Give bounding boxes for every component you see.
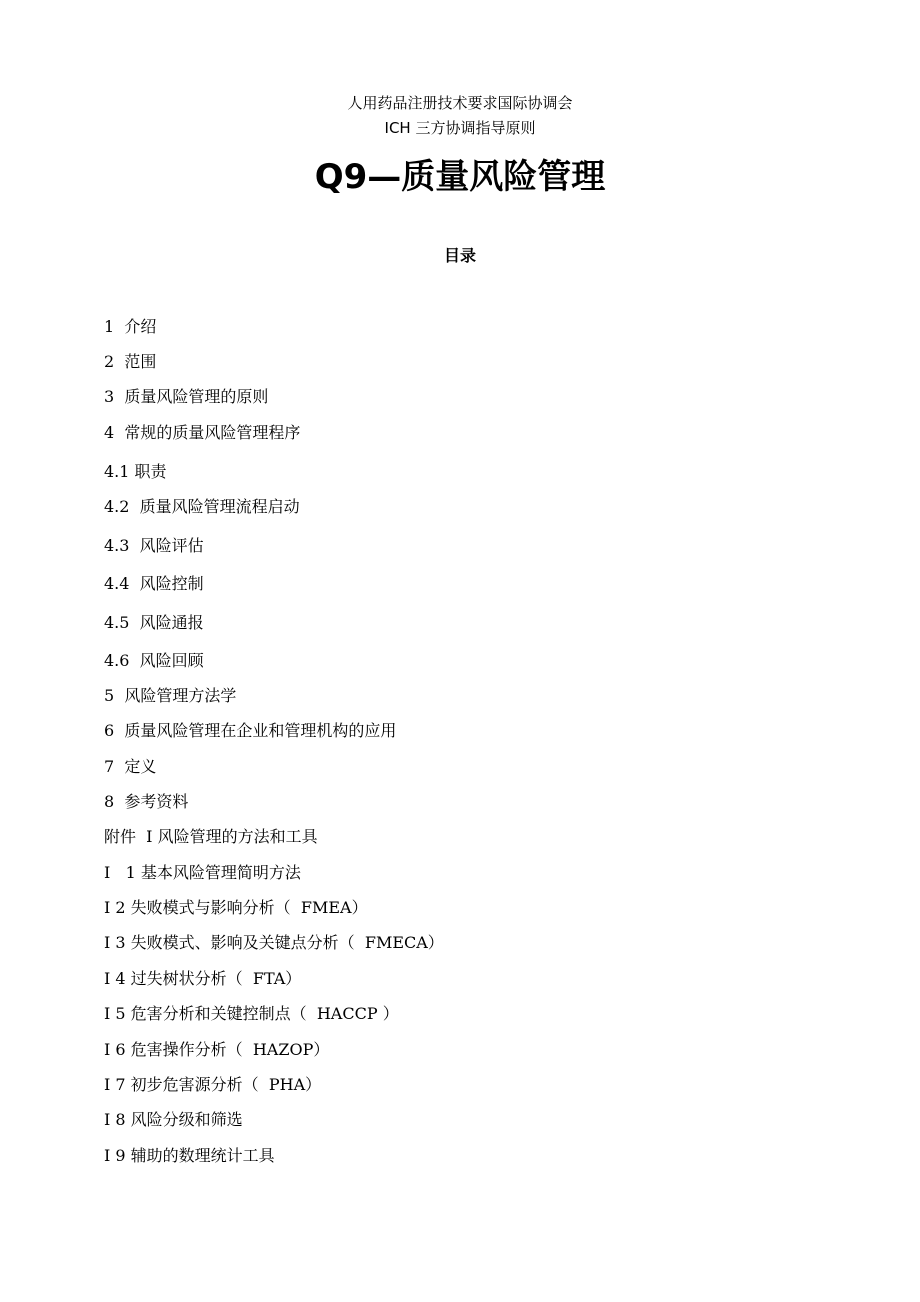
document-title: Q9—质量风险管理: [314, 157, 606, 197]
organization-name: 人用药品注册技术要求国际协调会: [347, 94, 573, 112]
toc-item: 4.3 风险评估: [104, 536, 204, 555]
toc-item: I 3 失败模式、影响及关键点分析（ FMECA）: [104, 933, 444, 952]
toc-item: 1 介绍: [104, 317, 157, 336]
toc-item: I 5 危害分析和关键控制点（ HACCP ）: [104, 1004, 399, 1023]
toc-item: 3 质量风险管理的原则: [104, 387, 269, 406]
toc-item: I 2 失败模式与影响分析（ FMEA）: [104, 898, 368, 917]
toc-item: I 4 过失树状分析（ FTA）: [104, 969, 302, 988]
toc-item: 4.4 风险控制: [104, 574, 204, 593]
toc-item: 4.6 风险回顾: [104, 651, 204, 670]
toc-item: 4 常规的质量风险管理程序: [104, 423, 301, 442]
toc-item: 附件 I 风险管理的方法和工具: [104, 827, 318, 846]
guideline-type: ICH 三方协调指导原则: [384, 119, 536, 137]
toc-item: 5 风险管理方法学: [104, 686, 237, 705]
toc-item: I 7 初步危害源分析（ PHA）: [104, 1075, 322, 1094]
toc-item: 4.2 质量风险管理流程启动: [104, 497, 300, 516]
toc-item: 6 质量风险管理在企业和管理机构的应用: [104, 721, 397, 740]
toc-item: 2 范围: [104, 352, 157, 371]
toc-item: I 8 风险分级和筛选: [104, 1110, 243, 1129]
toc-item: 8 参考资料: [104, 792, 189, 811]
toc-item: I 6 危害操作分析（ HAZOP）: [104, 1040, 330, 1059]
table-of-contents: [104, 0, 804, 1302]
toc-item: I 1 基本风险管理简明方法: [104, 863, 301, 882]
toc-item: 4.5 风险通报: [104, 613, 204, 632]
toc-item: 4.1 职责: [104, 462, 167, 481]
toc-item: 7 定义: [104, 757, 157, 776]
toc-item: I 9 辅助的数理统计工具: [104, 1146, 275, 1165]
toc-heading: 目录: [443, 246, 476, 265]
